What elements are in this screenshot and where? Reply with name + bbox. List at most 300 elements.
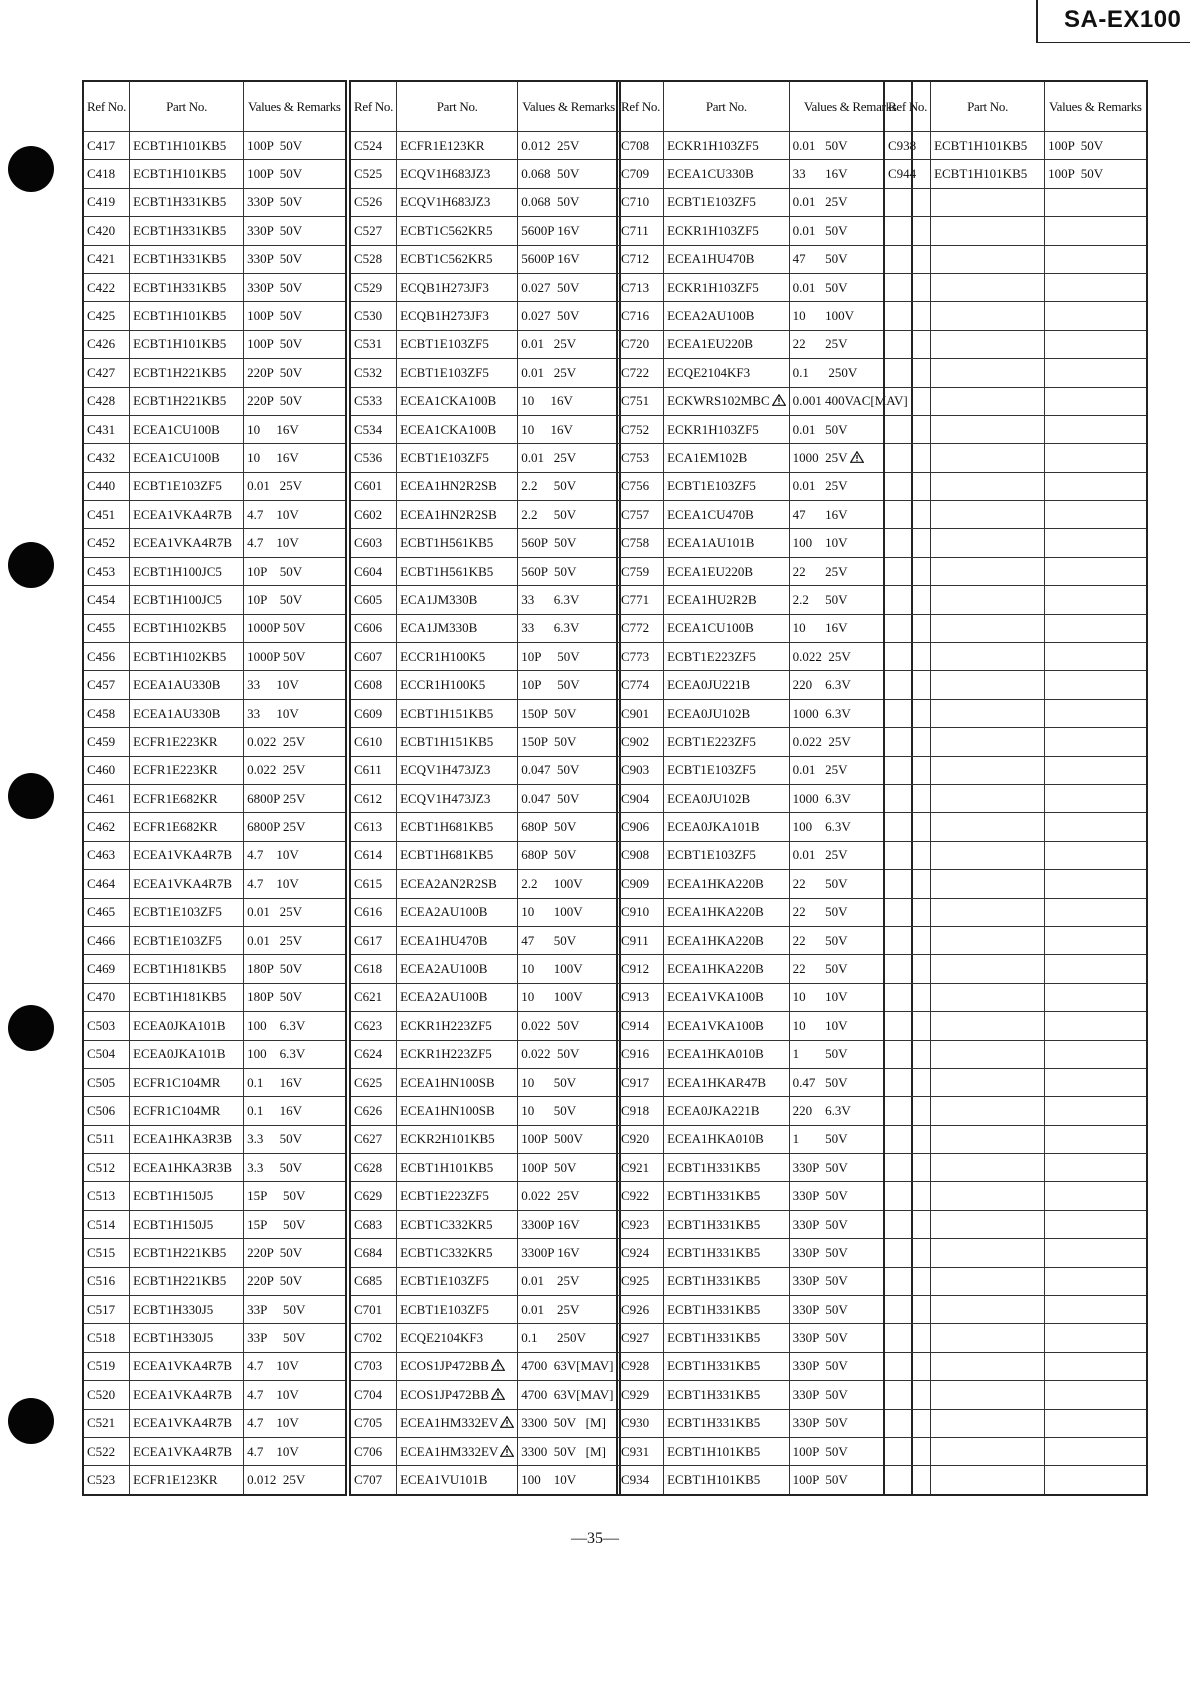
- part-no-text: ECBT1H330J5: [133, 1330, 214, 1346]
- ref-no-cell: C701: [350, 1296, 397, 1324]
- value-cell: [518, 472, 620, 500]
- part-no-text: ECEA1VKA4R7B: [133, 535, 233, 551]
- table-row: [884, 614, 1147, 642]
- ref-no-cell: C469: [83, 955, 130, 983]
- empty-cell: [884, 643, 931, 671]
- table-row: [350, 643, 620, 671]
- empty-cell: [1045, 529, 1147, 557]
- empty-cell: [1045, 1267, 1147, 1295]
- empty-cell: [1045, 415, 1147, 443]
- part-no-text: ECEA1HKA220B: [667, 932, 764, 948]
- ref-no-cell: C532: [350, 359, 397, 387]
- table-row: [83, 501, 346, 529]
- ref-no-cell: C513: [83, 1182, 130, 1210]
- table-row: [617, 1068, 912, 1096]
- part-no-cell: [130, 784, 244, 812]
- ref-no-cell: C459: [83, 728, 130, 756]
- empty-cell: [884, 359, 931, 387]
- part-no-text: ECBT1E103ZF5: [400, 364, 489, 380]
- punch-hole-icon: [8, 1005, 54, 1051]
- value-cell: [518, 671, 620, 699]
- value-text: 100 6.3V: [247, 1017, 306, 1033]
- empty-cell: [1045, 1352, 1147, 1380]
- part-no-cell: [397, 160, 518, 188]
- ref-no-cell: C929: [617, 1381, 664, 1409]
- part-no-cell: [130, 160, 244, 188]
- empty-cell: [931, 217, 1045, 245]
- part-no-cell: [397, 444, 518, 472]
- table-row: [350, 1182, 620, 1210]
- value-cell: [244, 1352, 346, 1380]
- empty-cell: [884, 784, 931, 812]
- value-cell: [518, 501, 620, 529]
- part-no-cell: [664, 529, 790, 557]
- table-row: [617, 870, 912, 898]
- table-row: [83, 415, 346, 443]
- part-no-cell: [397, 415, 518, 443]
- table-row: [83, 870, 346, 898]
- ref-no-cell: C608: [350, 671, 397, 699]
- ref-no-cell: C505: [83, 1068, 130, 1096]
- table-row: [350, 671, 620, 699]
- ref-no-cell: C926: [617, 1296, 664, 1324]
- value-text: 10 50V: [521, 1074, 577, 1090]
- part-no-text: ECBT1C562KR5: [400, 222, 493, 238]
- value-text: 0.01 50V: [792, 421, 848, 437]
- empty-cell: [931, 1210, 1045, 1238]
- table-row: [350, 926, 620, 954]
- part-no-cell: [664, 1466, 790, 1495]
- value-cell: [518, 728, 620, 756]
- ref-no-cell: C457: [83, 671, 130, 699]
- part-no-cell: [664, 1210, 790, 1238]
- table-row: [83, 1267, 346, 1295]
- part-no-cell: [130, 1182, 244, 1210]
- empty-cell: [931, 273, 1045, 301]
- empty-cell: [1045, 784, 1147, 812]
- value-text: 6800P 25V: [247, 819, 306, 835]
- table-row: [83, 1466, 346, 1495]
- value-cell: [518, 813, 620, 841]
- value-text: 1000 6.3V: [792, 790, 851, 806]
- value-text: 33 10V: [247, 677, 299, 693]
- part-no-cell: [130, 359, 244, 387]
- part-no-cell: [664, 472, 790, 500]
- part-no-text: ECBT1H101KB5: [133, 137, 227, 153]
- punch-hole-icon: [8, 146, 54, 192]
- table-row: [350, 1296, 620, 1324]
- empty-cell: [1045, 898, 1147, 926]
- table-row: [617, 245, 912, 273]
- table-row: [884, 1267, 1147, 1295]
- value-text: 3.3 50V: [247, 1131, 302, 1147]
- part-no-text: ECBT1H331KB5: [667, 1159, 761, 1175]
- caution-triangle-icon: [500, 1445, 514, 1457]
- part-no-text: ECBT1H331KB5: [667, 1244, 761, 1260]
- empty-cell: [931, 699, 1045, 727]
- value-text: 150P 50V: [521, 733, 577, 749]
- empty-cell: [931, 1324, 1045, 1352]
- table-row: [83, 1040, 346, 1068]
- part-no-cell: [130, 699, 244, 727]
- value-cell: [244, 415, 346, 443]
- ref-no-cell: C440: [83, 472, 130, 500]
- value-cell: [518, 359, 620, 387]
- empty-cell: [931, 756, 1045, 784]
- value-text: 4.7 10V: [247, 506, 299, 522]
- value-text: 100P 50V: [247, 336, 303, 352]
- part-no-cell: [130, 841, 244, 869]
- value-cell: [244, 273, 346, 301]
- empty-cell: [931, 870, 1045, 898]
- ref-no-cell: C605: [350, 586, 397, 614]
- empty-cell: [884, 671, 931, 699]
- part-no-cell: [664, 671, 790, 699]
- ref-no-cell: C432: [83, 444, 130, 472]
- empty-cell: [884, 1012, 931, 1040]
- table-row: [350, 841, 620, 869]
- model-title: SA-EX100: [1064, 6, 1182, 33]
- empty-cell: [931, 955, 1045, 983]
- value-text: 100P 50V: [1048, 137, 1104, 153]
- empty-cell: [931, 1267, 1045, 1295]
- part-no-text: ECKWRS102MBC: [667, 393, 770, 409]
- value-cell: [244, 1296, 346, 1324]
- table-row: [350, 217, 620, 245]
- empty-cell: [884, 472, 931, 500]
- part-no-text: ECBT1H101KB5: [400, 1159, 494, 1175]
- ref-no-cell: C914: [617, 1012, 664, 1040]
- part-no-cell: [397, 245, 518, 273]
- value-cell: [244, 671, 346, 699]
- part-no-text: ECBT1E103ZF5: [133, 478, 222, 494]
- ref-no-cell: C904: [617, 784, 664, 812]
- empty-cell: [931, 1381, 1045, 1409]
- value-text: 0.47 50V: [792, 1074, 848, 1090]
- ref-no-cell: C417: [83, 132, 130, 160]
- value-text: 0.012 25V: [521, 137, 580, 153]
- empty-cell: [884, 1466, 931, 1495]
- value-cell: [244, 557, 346, 585]
- empty-cell: [884, 501, 931, 529]
- part-no-text: ECEA1CU470B: [667, 506, 754, 522]
- values-remarks-header: Values & Remarks: [1045, 81, 1147, 132]
- table-row: [350, 472, 620, 500]
- empty-cell: [884, 1296, 931, 1324]
- value-text: 0.01 50V: [792, 279, 848, 295]
- table-row: [884, 302, 1147, 330]
- part-no-text: ECBT1E103ZF5: [133, 904, 222, 920]
- empty-cell: [931, 245, 1045, 273]
- empty-cell: [1045, 728, 1147, 756]
- part-no-text: ECEA1VKA100B: [667, 989, 764, 1005]
- ref-no-cell: C420: [83, 217, 130, 245]
- value-text: 0.022 25V: [247, 762, 306, 778]
- value-cell: [244, 1097, 346, 1125]
- part-no-cell: [664, 1097, 790, 1125]
- ref-no-cell: C921: [617, 1154, 664, 1182]
- value-cell: [244, 898, 346, 926]
- value-cell: [244, 302, 346, 330]
- table-row: [617, 841, 912, 869]
- part-no-cell: [664, 501, 790, 529]
- value-text: 100P 50V: [792, 1472, 848, 1488]
- part-no-header: Part No.: [931, 81, 1045, 132]
- table-row: [884, 1012, 1147, 1040]
- table-row: [83, 557, 346, 585]
- table-row: [884, 1097, 1147, 1125]
- ref-no-header: Ref No.: [350, 81, 397, 132]
- empty-cell: [1045, 671, 1147, 699]
- part-no-cell: [130, 813, 244, 841]
- table-row: [350, 586, 620, 614]
- ref-no-cell: C771: [617, 586, 664, 614]
- table-row: [83, 1296, 346, 1324]
- value-text: 220P 50V: [247, 364, 303, 380]
- header-row: [350, 81, 620, 132]
- values-remarks-header: Values & Remarks: [789, 81, 912, 132]
- part-no-cell: [130, 671, 244, 699]
- table-row: [83, 387, 346, 415]
- table-row: [617, 1097, 912, 1125]
- empty-cell: [1045, 586, 1147, 614]
- table-row: [350, 1324, 620, 1352]
- table-row: [617, 643, 912, 671]
- value-text: 4.7 10V: [247, 1386, 299, 1402]
- ref-no-cell: C924: [617, 1239, 664, 1267]
- part-no-cell: [397, 1239, 518, 1267]
- table-row: [884, 841, 1147, 869]
- table-row: [617, 671, 912, 699]
- value-text: 3300 50V [M]: [521, 1415, 606, 1431]
- table-row: [83, 699, 346, 727]
- ref-no-cell: C909: [617, 870, 664, 898]
- value-text: 4.7 10V: [247, 875, 299, 891]
- part-no-text: ECBT1H331KB5: [667, 1216, 761, 1232]
- empty-cell: [884, 444, 931, 472]
- empty-cell: [884, 330, 931, 358]
- part-no-cell: [130, 529, 244, 557]
- part-no-cell: [397, 841, 518, 869]
- part-no-header: Part No.: [397, 81, 518, 132]
- part-no-cell: [130, 387, 244, 415]
- part-no-cell: [397, 955, 518, 983]
- empty-cell: [884, 813, 931, 841]
- part-no-cell: [130, 756, 244, 784]
- empty-cell: [1045, 955, 1147, 983]
- part-no-cell: [130, 614, 244, 642]
- empty-cell: [1045, 983, 1147, 1011]
- empty-cell: [1045, 1068, 1147, 1096]
- part-no-cell: [664, 415, 790, 443]
- table-row: [350, 1466, 620, 1495]
- ref-no-cell: C519: [83, 1352, 130, 1380]
- value-text: 330P 50V: [792, 1301, 848, 1317]
- table-row: [617, 1352, 912, 1380]
- value-cell: [244, 1068, 346, 1096]
- part-no-text: ECOS1JP472BB: [400, 1358, 489, 1374]
- value-cell: [244, 1125, 346, 1153]
- ref-no-cell: C527: [350, 217, 397, 245]
- empty-cell: [931, 444, 1045, 472]
- value-text: 100P 50V: [247, 166, 303, 182]
- value-text: 47 50V: [521, 932, 577, 948]
- table-row: [83, 1097, 346, 1125]
- value-text: 100P 500V: [521, 1131, 583, 1147]
- part-no-cell: [130, 1267, 244, 1295]
- part-no-cell: [397, 813, 518, 841]
- empty-cell: [884, 245, 931, 273]
- ref-no-cell: C624: [350, 1040, 397, 1068]
- empty-cell: [1045, 756, 1147, 784]
- part-no-cell: [664, 1239, 790, 1267]
- ref-no-cell: C930: [617, 1409, 664, 1437]
- empty-cell: [1045, 1097, 1147, 1125]
- table-row: [83, 1381, 346, 1409]
- value-cell: [244, 359, 346, 387]
- parts-table: [349, 80, 621, 1496]
- value-text: 1 50V: [792, 1131, 848, 1147]
- ref-no-cell: C626: [350, 1097, 397, 1125]
- empty-cell: [931, 1182, 1045, 1210]
- ref-no-cell: C522: [83, 1437, 130, 1465]
- empty-cell: [884, 1154, 931, 1182]
- part-no-text: ECBT1E223ZF5: [667, 733, 756, 749]
- values-remarks-header: Values & Remarks: [518, 81, 620, 132]
- part-no-text: ECBT1C562KR5: [400, 251, 493, 267]
- part-no-text: ECBT1H331KB5: [133, 222, 227, 238]
- table-row: [617, 813, 912, 841]
- ref-no-cell: C451: [83, 501, 130, 529]
- table-row: [617, 302, 912, 330]
- part-no-text: ECBT1H331KB5: [667, 1386, 761, 1402]
- value-cell: [518, 586, 620, 614]
- table-row: [83, 1239, 346, 1267]
- part-no-cell: [664, 387, 790, 415]
- part-no-cell: [397, 784, 518, 812]
- ref-no-cell: C425: [83, 302, 130, 330]
- part-no-text: ECEA1CU100B: [667, 620, 754, 636]
- empty-cell: [884, 217, 931, 245]
- empty-cell: [931, 898, 1045, 926]
- part-no-cell: [664, 728, 790, 756]
- part-no-text: ECBT1H102KB5: [133, 620, 227, 636]
- empty-cell: [1045, 359, 1147, 387]
- part-no-text: ECEA2AN2R2SB: [400, 875, 497, 891]
- value-text: 4.7 10V: [247, 847, 299, 863]
- ref-no-cell: C934: [617, 1466, 664, 1495]
- part-no-cell: [664, 784, 790, 812]
- value-text: 0.01 50V: [792, 137, 848, 153]
- table-row: [350, 1040, 620, 1068]
- part-no-cell: [664, 699, 790, 727]
- value-cell: [518, 784, 620, 812]
- ref-no-cell: C453: [83, 557, 130, 585]
- part-no-text: ECBT1E223ZF5: [400, 1188, 489, 1204]
- ref-no-cell: C470: [83, 983, 130, 1011]
- ref-no-cell: C759: [617, 557, 664, 585]
- value-cell: [244, 1381, 346, 1409]
- ref-no-cell: C606: [350, 614, 397, 642]
- part-no-text: ECBT1H101KB5: [934, 166, 1028, 182]
- part-no-cell: [664, 132, 790, 160]
- ref-no-cell: C462: [83, 813, 130, 841]
- part-no-text: ECEA1HU470B: [667, 251, 755, 267]
- part-no-cell: [397, 1437, 518, 1465]
- value-text: 4.7 10V: [247, 1358, 299, 1374]
- part-no-cell: [397, 330, 518, 358]
- table-row: [617, 1296, 912, 1324]
- ref-no-cell: C708: [617, 132, 664, 160]
- ref-no-cell: C604: [350, 557, 397, 585]
- empty-cell: [931, 1012, 1045, 1040]
- part-no-text: ECEA1CU100B: [133, 449, 220, 465]
- table-row: [884, 1409, 1147, 1437]
- ref-no-cell: C526: [350, 188, 397, 216]
- part-no-cell: [130, 1239, 244, 1267]
- table-row: [617, 359, 912, 387]
- part-no-text: ECA1JM330B: [400, 620, 478, 636]
- table-row: [884, 870, 1147, 898]
- part-no-text: ECEA1HKA220B: [667, 961, 764, 977]
- part-no-text: ECEA1HM332EV: [400, 1443, 499, 1459]
- ref-no-cell: C910: [617, 898, 664, 926]
- part-no-cell: [397, 387, 518, 415]
- value-text: 330P 50V: [792, 1273, 848, 1289]
- table-row: [884, 188, 1147, 216]
- value-text: 100P 50V: [521, 1159, 577, 1175]
- part-no-cell: [664, 813, 790, 841]
- table-row: [83, 330, 346, 358]
- value-cell: [518, 415, 620, 443]
- page-number: —35—: [571, 1530, 619, 1547]
- empty-cell: [884, 529, 931, 557]
- part-no-text: ECBT1H221KB5: [133, 1273, 227, 1289]
- ref-no-header: Ref No.: [83, 81, 130, 132]
- empty-cell: [884, 1409, 931, 1437]
- ref-no-cell: C603: [350, 529, 397, 557]
- empty-cell: [931, 1352, 1045, 1380]
- empty-cell: [884, 1097, 931, 1125]
- part-no-cell: [397, 1068, 518, 1096]
- table-row: [83, 1352, 346, 1380]
- ref-no-cell: C463: [83, 841, 130, 869]
- value-cell: [518, 699, 620, 727]
- part-no-text: ECBT1H221KB5: [133, 1244, 227, 1260]
- value-text: 0.01 25V: [521, 364, 577, 380]
- ref-no-cell: C625: [350, 1068, 397, 1096]
- table-row: [350, 699, 620, 727]
- table-row: [83, 1409, 346, 1437]
- table-row: [884, 926, 1147, 954]
- table-row: [83, 472, 346, 500]
- part-no-cell: [130, 302, 244, 330]
- value-text: 220 6.3V: [792, 1102, 851, 1118]
- ref-no-cell: C711: [617, 217, 664, 245]
- value-text: 22 25V: [792, 336, 848, 352]
- value-cell: [244, 813, 346, 841]
- part-no-text: ECKR1H103ZF5: [667, 222, 759, 238]
- part-no-cell: [130, 926, 244, 954]
- ref-no-cell: C601: [350, 472, 397, 500]
- value-text: 0.022 25V: [521, 1188, 580, 1204]
- part-no-text: ECEA1HKAR47B: [667, 1074, 767, 1090]
- part-no-cell: [397, 586, 518, 614]
- part-no-cell: [664, 245, 790, 273]
- table-row: [83, 188, 346, 216]
- empty-cell: [931, 188, 1045, 216]
- part-no-cell: [397, 1352, 518, 1380]
